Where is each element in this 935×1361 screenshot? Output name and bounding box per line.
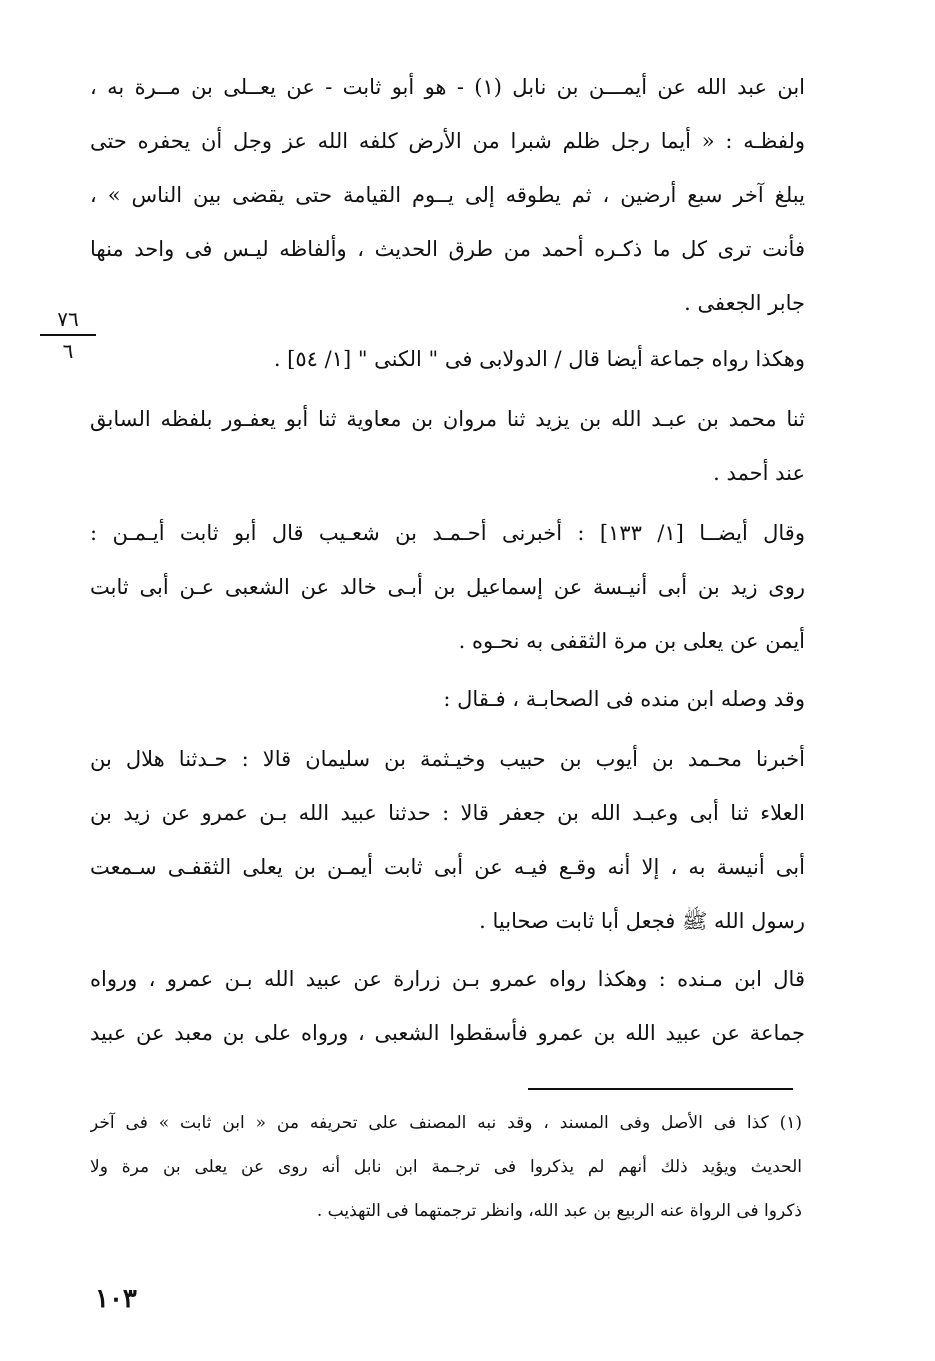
text-line-3: يبلغ آخر سبع أرضين ، ثم يطوقه إلى يــوم القيامة حتى يقضى بين الناس » ، <box>90 183 805 207</box>
text-line-17: قال ابن مـنده : وهكذا رواه عمرو بـن زرارة عن عبيد الله بـن عمرو ، ورواه <box>90 967 805 991</box>
text-line-18: جماعة عن عبيد الله بن عمرو فأسقطوا الشعبى ، ورواه على بن معبد عن عبيد <box>90 1021 805 1045</box>
text-line-2: ولفظـه : « أيما رجل ظلم شبرا من الأرض كلفه الله عز وجل أن يحفره حتى <box>90 129 805 153</box>
margin-reference <box>40 306 96 364</box>
text-line-12: وقد وصله ابن منده فى الصحابـة ، فـقال : <box>443 687 805 711</box>
footnote-line-1: (١) كذا فى الأصل وفى المسند ، وقد نبه المصنف على تحريفه من « ابن ثابت » فى آخر <box>90 1113 802 1133</box>
footnote-line-2: الحديث ويؤيد ذلك أنهم لم يذكروا فى ترجـمة ابن نابل أنه روى عن يعلى بن مرة ولا <box>90 1157 802 1177</box>
margin-ref-part: ٦ <box>62 339 74 363</box>
text-line-5: جابر الجعفى . <box>684 291 805 315</box>
text-line-4: فأنت ترى كل ما ذكـره أحمد من طرق الحديث ، وألفاظه ليـس فى واحد منها <box>90 237 805 261</box>
text-line-11: أيمن عن يعلى بن مرة الثقفى به نحـوه . <box>458 629 805 653</box>
text-line-6: وهكذا رواه جماعة أيضا قال / الدولابى فى " الكنى " [١/ ٥٤] . <box>273 347 805 371</box>
text-line-14: العلاء ثنا أبى وعبـد الله بن جعفر قالا : حدثنا عبيد الله بـن عمرو عن زيد بن <box>90 801 805 825</box>
text-line-7: ثنا محمد بن عبـد الله بن يزيد ثنا مروان بن معاوية ثنا أبو يعفـور بلفظه السابق <box>90 407 805 431</box>
text-line-13: أخبرنا محـمد بن أيوب بن حبيب وخيـثمة بن سليمان قالا : حـدثنا هلال بن <box>90 747 805 771</box>
page-number: ١٠٣ <box>95 1284 137 1314</box>
text-line-9: وقال أيضــا [١/ ١٣٣] : أخبرنى أحـمـد بن شعـيب قال أبو ثابت أيـمـن : <box>90 521 805 545</box>
text-line-16: رسول الله ﷺ فجعل أبا ثابت صحابيا . <box>479 909 805 933</box>
margin-ref-divider <box>40 334 96 336</box>
margin-ref-volume-page: ٧٦ <box>57 307 79 331</box>
text-line-10: روى زيد بن أبى أنيـسة عن إسماعيل بن أبـى خالد عن الشعبى عـن أبى ثابت <box>90 575 805 599</box>
text-line-1: ابن عبد الله عن أيمـــن بن نابل (١) - هو أبو ثابت - عن يعــلى بن مــرة به ، <box>90 75 805 99</box>
text-line-8: عند أحمد . <box>713 461 805 485</box>
footnote-separator <box>528 1088 793 1090</box>
text-line-15: أبى أنيسة به ، إلا أنه وقـع فيـه عن أبى ثابت أيمـن بن يعلى الثقفـى سـمعت <box>90 855 805 879</box>
footnote-line-3: ذكروا فى الرواة عنه الربيع بن عبد الله، وانظر ترجمتهما فى التهذيب . <box>316 1201 802 1221</box>
